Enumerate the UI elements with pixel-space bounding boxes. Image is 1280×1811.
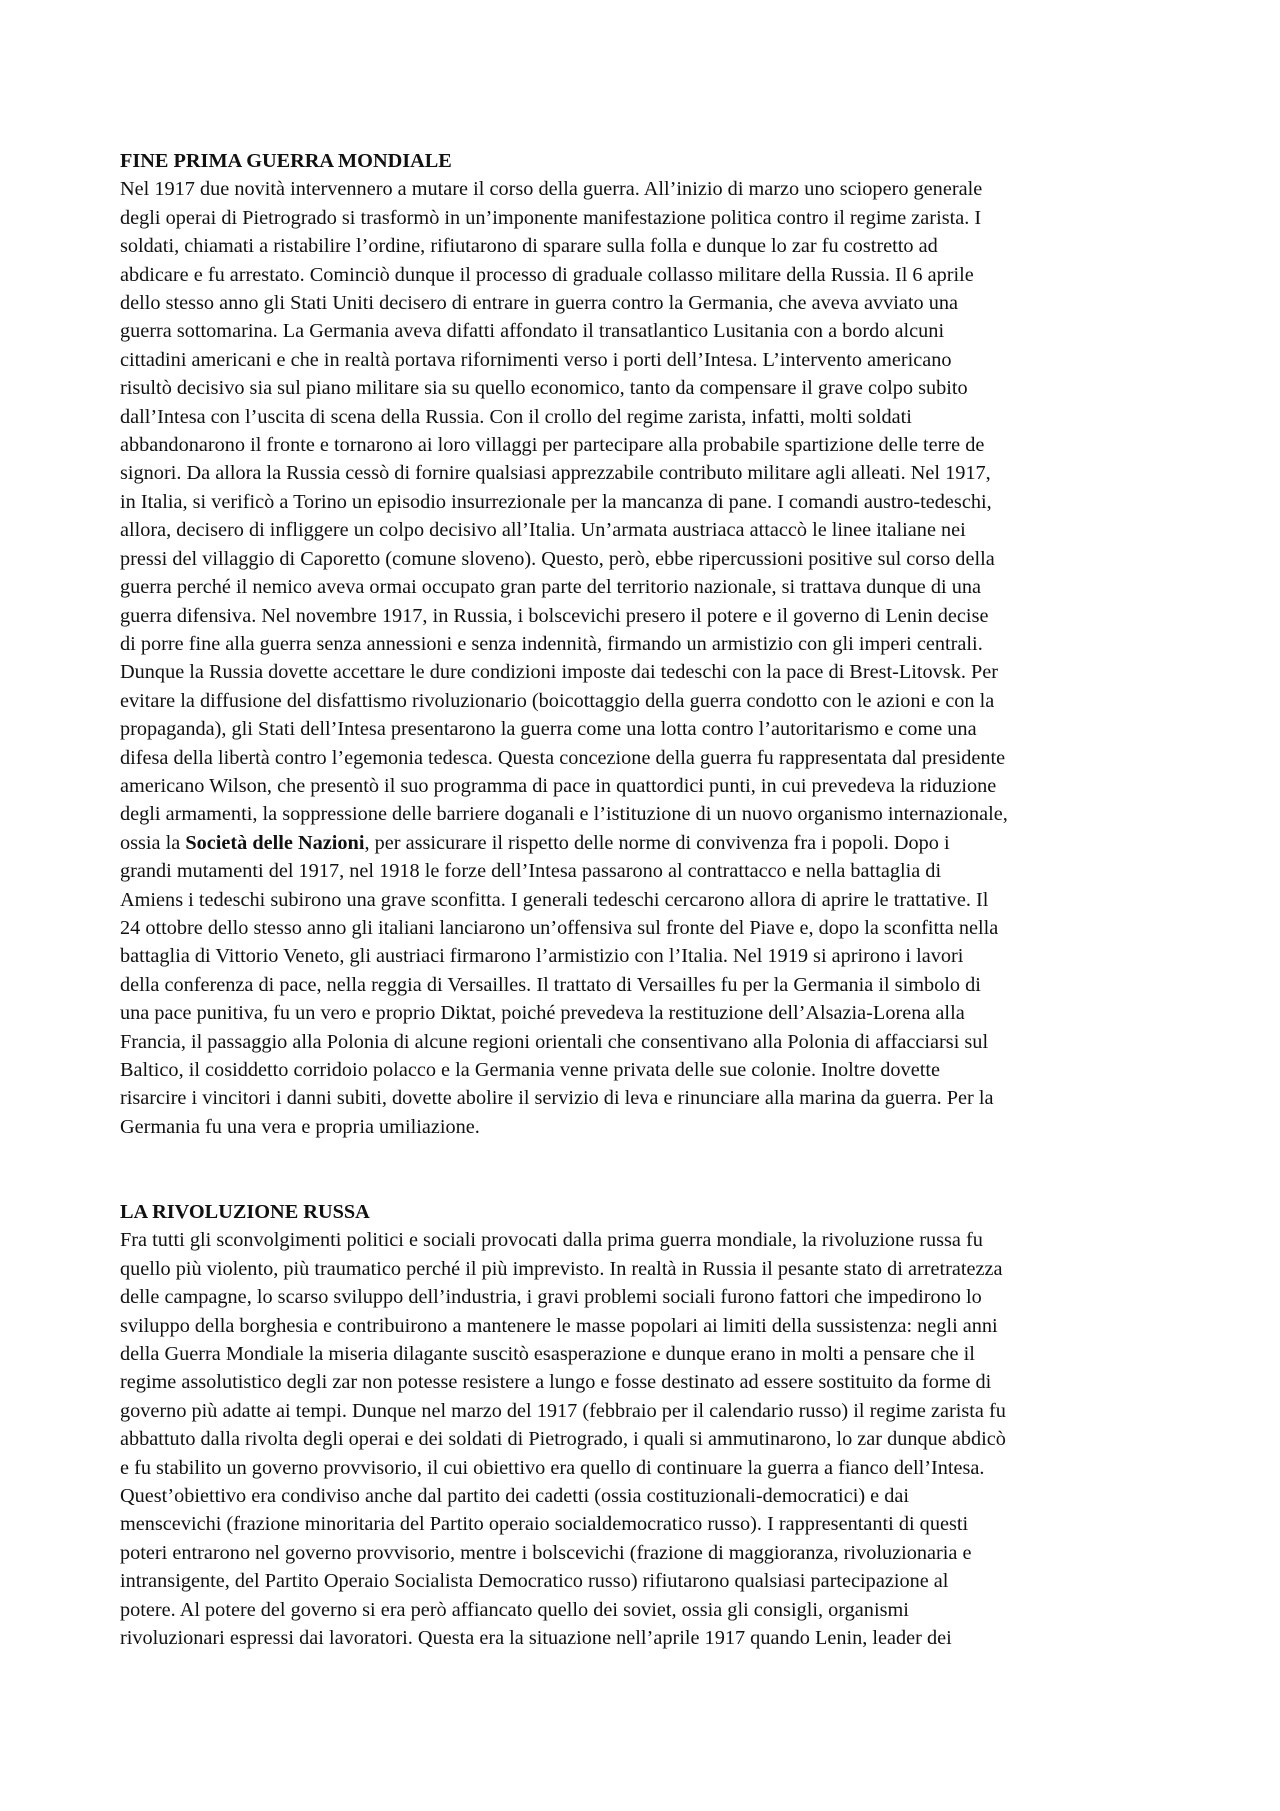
text-line: menscevichi (frazione minoritaria del Partito operaio socialdemocratico russo). I rappresentanti di questi (120, 1513, 969, 1536)
text-line: dello stesso anno gli Stati Uniti decisero di entrare in guerra contro la Germania, che aveva avviato una (120, 292, 958, 315)
text-line: difesa della libertà contro l’egemonia tedesca. Questa concezione della guerra fu rappresentata dal presidente (120, 746, 1006, 769)
text-line: Francia, il passaggio alla Polonia di alcune regioni orientali che consentivano alla Polonia di affacciarsi sul (120, 1030, 989, 1053)
text-line: una pace punitiva, fu un vero e proprio Diktat, poiché prevedeva la restituzione dell’Alsazia-Lorena alla (120, 1002, 965, 1025)
text-line: propaganda), gli Stati dell’Intesa presentarono la guerra come una lotta contro l’autoritarismo e come una (120, 718, 977, 741)
section (120, 147, 1170, 1141)
text-line: Dunque la Russia dovette accettare le dure condizioni imposte dai tedeschi con la pace di Brest-Litovsk. Per (120, 661, 999, 684)
text-line: grandi mutamenti del 1917, nel 1918 le forze dell’Intesa passarono al contrattacco e nella battaglia di (120, 860, 942, 883)
text-line: di porre fine alla guerra senza annessioni e senza indennità, firmando un armistizio con gli imperi centrali. (120, 632, 983, 655)
text-line: degli armamenti, la soppressione delle barriere doganali e l’istituzione di un nuovo organismo internazionale, (120, 803, 1008, 826)
text-line: governo più adatte ai tempi. Dunque nel marzo del 1917 (febbraio per il calendario russo) il regime zarista fu (120, 1399, 1006, 1422)
text-line: abdicare e fu arrestato. Cominciò dunque il processo di graduale collasso militare della Russia. Il 6 aprile (120, 263, 974, 286)
text-line: sviluppo della borghesia e contribuirono a mantenere le masse popolari ai limiti della sussistenza: negli anni (120, 1314, 998, 1337)
text-line (120, 829, 1170, 857)
text-line: poteri entrarono nel governo provvisorio, mentre i bolscevichi (frazione di maggioranza, rivoluzionaria e (120, 1541, 972, 1564)
text-line: guerra perché il nemico aveva ormai occupato gran parte del territorio nazionale, si trattava dunque di una (120, 576, 982, 599)
text-fragment: ossia la (120, 831, 186, 854)
text-line: Germania fu una vera e propria umiliazione. (120, 1115, 480, 1138)
text-line: Quest’obiettivo era condiviso anche dal partito dei cadetti (ossia costituzionali-democratici) e dai (120, 1485, 909, 1508)
text-line: 24 ottobre dello stesso anno gli italiani lanciarono un’offensiva sul fronte del Piave e, dopo la sconfitta nella (120, 916, 999, 939)
text-line: Amiens i tedeschi subirono una grave sconfitta. I generali tedeschi cercarono allora di aprire le trattative. Il (120, 888, 989, 911)
text-line: guerra sottomarina. La Germania aveva difatti affondato il transatlantico Lusitania con a bordo alcuni (120, 320, 945, 343)
text-line: intransigente, del Partito Operaio Socialista Democratico russo) rifiutarono qualsiasi partecipazione al (120, 1570, 949, 1593)
section-heading: FINE PRIMA GUERRA MONDIALE (120, 150, 452, 172)
section (120, 1198, 1170, 1653)
text-line: della conferenza di pace, nella reggia di Versailles. Il trattato di Versailles fu per la Germania il simbolo di (120, 973, 981, 996)
text-line: rivoluzionari espressi dai lavoratori. Questa era la situazione nell’aprile 1917 quando Lenin, leader dei (120, 1627, 952, 1650)
text-line: risultò decisivo sia sul piano militare sia su quello economico, tanto da compensare il grave colpo subito (120, 377, 968, 400)
text-line: americano Wilson, che presentò il suo programma di pace in quattordici punti, in cui prevedeva la riduzione (120, 774, 997, 797)
text-line: quello più violento, più traumatico perché il più imprevisto. In realtà in Russia il pesante stato di arretratezza (120, 1257, 1003, 1280)
text-line: Fra tutti gli sconvolgimenti politici e sociali provocati dalla prima guerra mondiale, la rivoluzione russa fu (120, 1229, 983, 1252)
text-line: abbandonarono il fronte e tornarono ai loro villaggi per partecipare alla probabile spartizione delle terre de (120, 434, 985, 457)
text-line: guerra difensiva. Nel novembre 1917, in Russia, i bolscevichi presero il potere e il governo di Lenin decise (120, 604, 989, 627)
text-line: e fu stabilito un governo provvisorio, il cui obiettivo era quello di continuare la guerra a fianco dell’Intesa. (120, 1456, 985, 1479)
bold-term: Società delle Nazioni (185, 831, 365, 854)
section-paragraph (120, 175, 1170, 1141)
text-line: potere. Al potere del governo si era però affiancato quello dei soviet, ossia gli consigli, organismi (120, 1598, 909, 1621)
text-line: abbattuto dalla rivolta degli operai e dei soldati di Pietrogrado, i quali si ammutinarono, lo zar dunque abdicò (120, 1428, 1006, 1451)
text-line: Baltico, il cosiddetto corridoio polacco e la Germania venne privata delle sue colonie. Inoltre dovette (120, 1059, 940, 1081)
text-line: dall’Intesa con l’uscita di scena della Russia. Con il crollo del regime zarista, infatti, molti soldati (120, 405, 912, 428)
text-line: signori. Da allora la Russia cessò di fornire qualsiasi apprezzabile contributo militare agli alleati. Nel 1917, (120, 462, 991, 485)
document-body (120, 147, 1170, 1653)
text-line: evitare la diffusione del disfattismo rivoluzionario (boicottaggio della guerra condotto con le azioni e con la (120, 689, 995, 712)
text-line: soldati, chiamati a ristabilire l’ordine, rifiutarono di sparare sulla folla e dunque lo zar fu costretto ad (120, 235, 938, 258)
text-line: cittadini americani e che in realtà portava rifornimenti verso i porti dell’Intesa. L’intervento americano (120, 348, 952, 371)
text-line: allora, decisero di infliggere un colpo decisivo all’Italia. Un’armata austriaca attaccò le linee italiane nei (120, 519, 966, 542)
section-paragraph (120, 1226, 1170, 1652)
text-line: battaglia di Vittorio Veneto, gli austriaci firmarono l’armistizio con l’Italia. Nel 1919 si aprirono i lavori (120, 945, 964, 968)
text-line: regime assolutistico degli zar non potesse resistere a lungo e fosse destinato ad essere sostituito da forme di (120, 1371, 992, 1394)
text-fragment: , per assicurare il rispetto delle norme di convivenza fra i popoli. Dopo i (364, 831, 950, 854)
text-line: Nel 1917 due novità intervennero a mutare il corso della guerra. All’inizio di marzo uno sciopero generale (120, 178, 983, 201)
section-heading: LA RIVOLUZIONE RUSSA (120, 1201, 370, 1224)
text-line: degli operai di Pietrogrado si trasformò in un’imponente manifestazione politica contro il regime zarista. I (120, 206, 982, 229)
text-line: in Italia, si verificò a Torino un episodio insurrezionale per la mancanza di pane. I comandi austro-tedeschi, (120, 490, 992, 513)
text-line: risarcire i vincitori i danni subiti, dovette abolire il servizio di leva e rinunciare alla marina da guerra. Per la (120, 1087, 994, 1110)
text-line: pressi del villaggio di Caporetto (comune sloveno). Questo, però, ebbe ripercussioni positive sul corso della (120, 547, 995, 570)
text-line: delle campagne, lo scarso sviluppo dell’industria, i gravi problemi sociali furono fattori che impedirono lo (120, 1286, 982, 1309)
text-line: della Guerra Mondiale la miseria dilagante suscitò esasperazione e dunque erano in molti a pensare che il (120, 1343, 975, 1366)
